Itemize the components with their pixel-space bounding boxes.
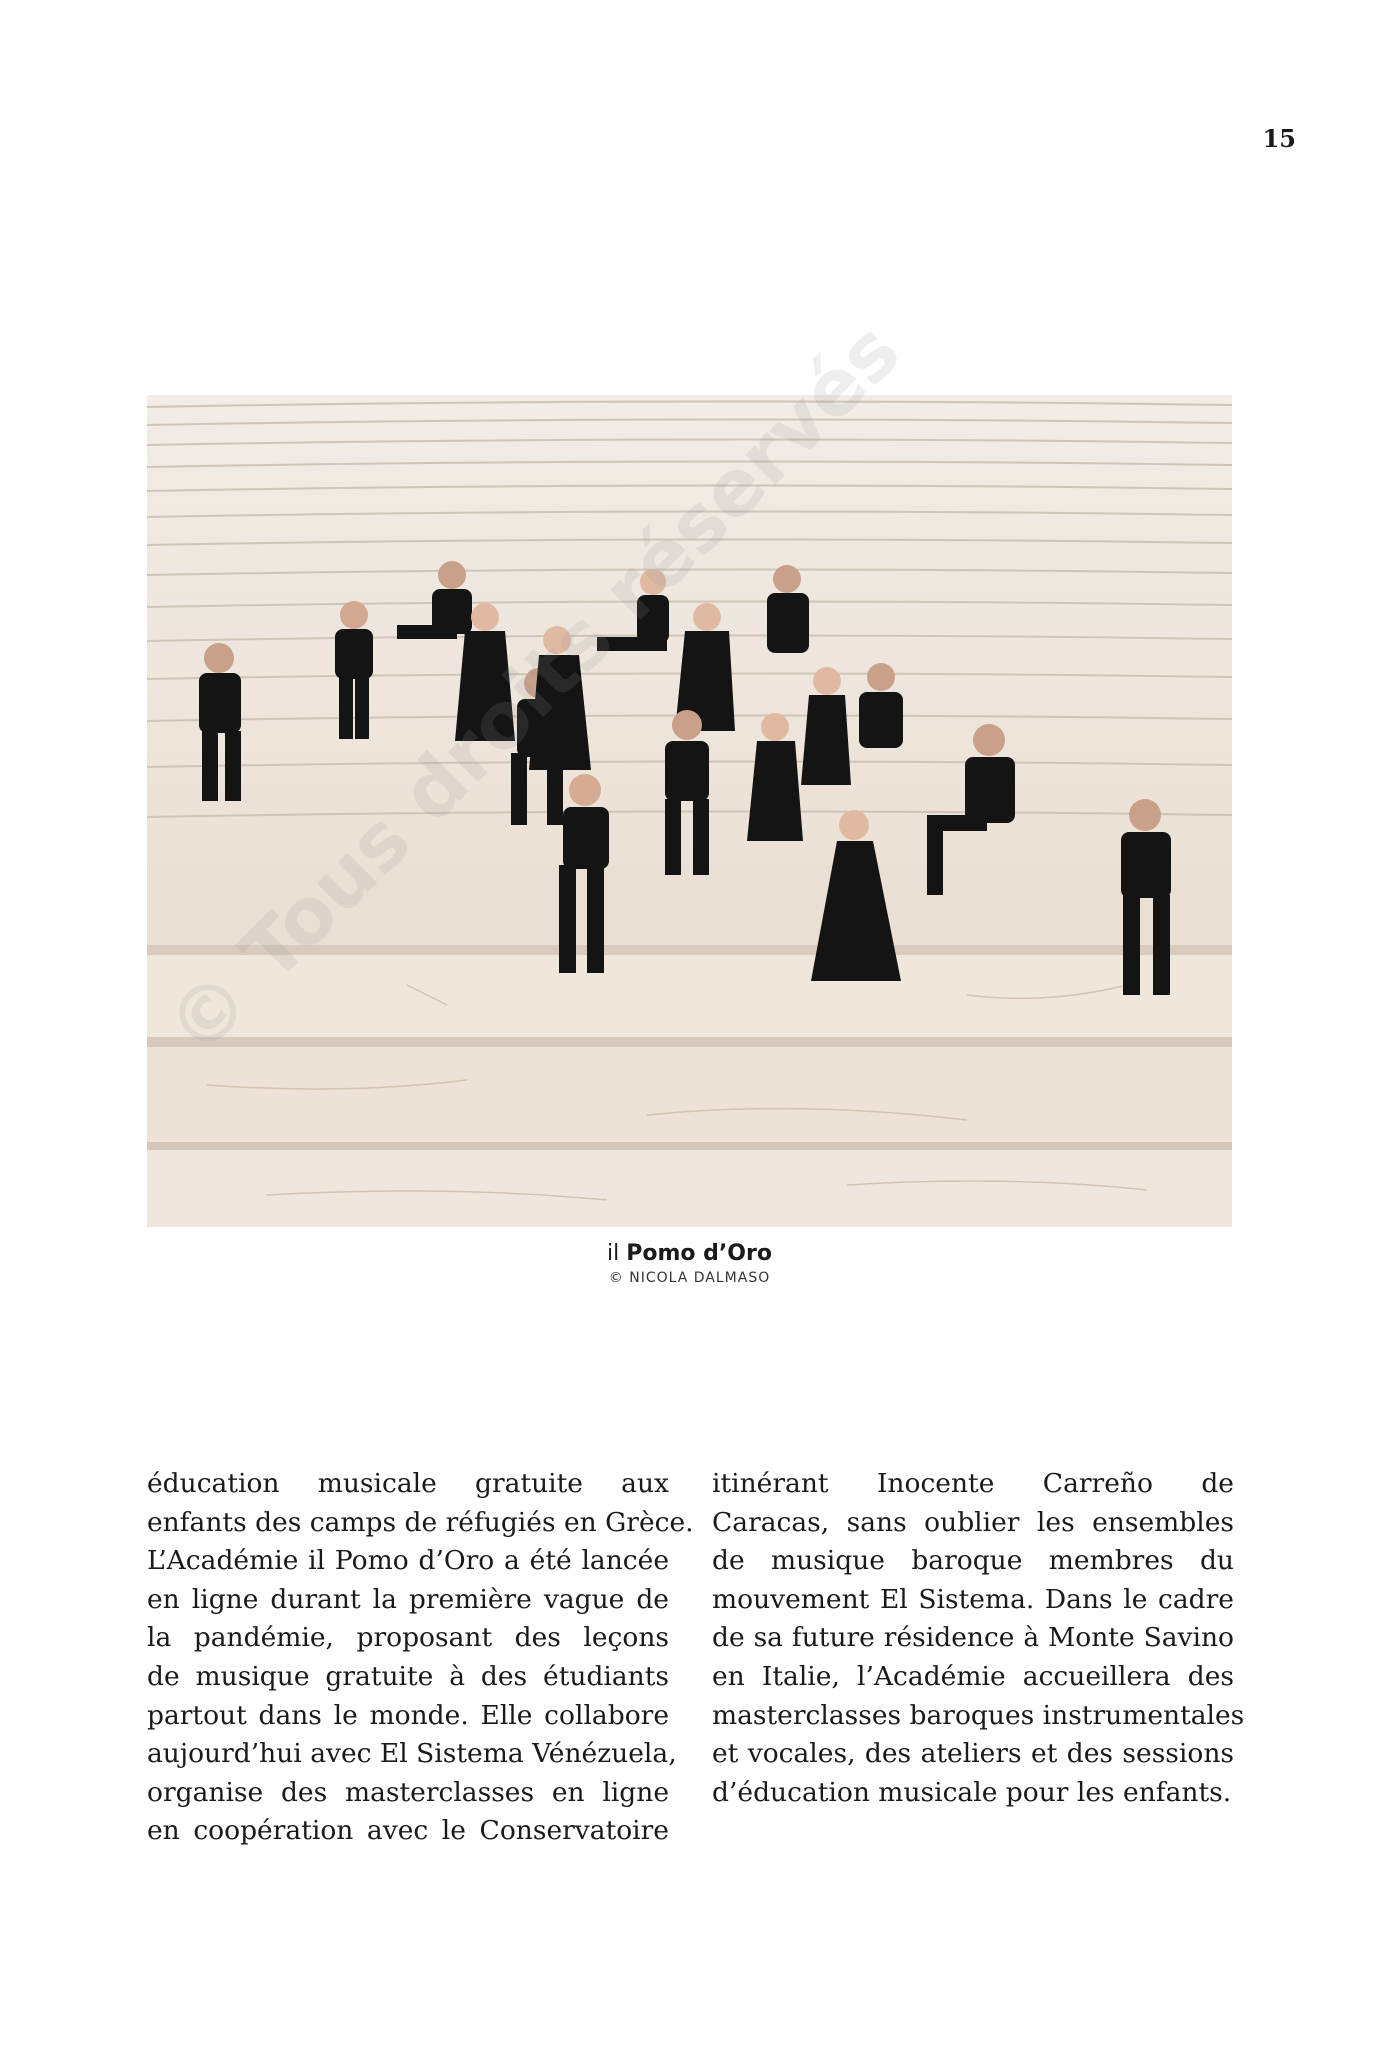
text-line: Caracas, sans oublier les ensembles [712,1506,1234,1538]
text-line: en Italie, l’Académie accueillera des [712,1660,1234,1692]
photo-credit: © NICOLA DALMASO [608,1270,771,1286]
text-line: d’éducation musicale pour les enfants. [712,1776,1232,1808]
text-line: et vocales, des ateliers et des sessions [712,1738,1234,1770]
text-line: en ligne durant la première vague de [147,1583,669,1615]
caption-title [147,1240,1232,1268]
text-line: partout dans le monde. Elle collabore [147,1699,669,1731]
amphitheatre-image [147,395,1232,1227]
ensemble-photo [147,395,1232,1227]
text-line: en coopération avec le Conservatoire [147,1815,669,1847]
text-line: de musique gratuite à des étudiants [147,1660,669,1692]
text-line: masterclasses baroques instrumentales [712,1699,1245,1731]
text-line: enfants des camps de réfugiés en Grèce. [147,1506,694,1538]
text-line: de musique baroque membres du [712,1545,1234,1577]
text-line: la pandémie, proposant des leçons [147,1622,669,1654]
photo-caption [147,1240,1232,1288]
page-number: 15 [1262,124,1296,153]
text-column-left [147,1465,694,1851]
text-line: mouvement El Sistema. Dans le cadre [712,1583,1234,1615]
text-line: L’Académie il Pomo d’Oro a été lancée [147,1545,669,1577]
text-line: aujourd’hui avec El Sistema Vénézuela, [147,1738,677,1770]
text-line: itinérant Inocente Carreño de [712,1468,1234,1499]
text-line: organise des masterclasses en ligne [147,1776,669,1808]
caption-name: Pomo d’Oro [626,1241,772,1266]
caption-prefix: il [607,1241,620,1266]
text-line: de sa future résidence à Monte Savino [712,1622,1234,1654]
text-line: éducation musicale gratuite aux [147,1468,669,1499]
text-column-right [712,1465,1245,1812]
